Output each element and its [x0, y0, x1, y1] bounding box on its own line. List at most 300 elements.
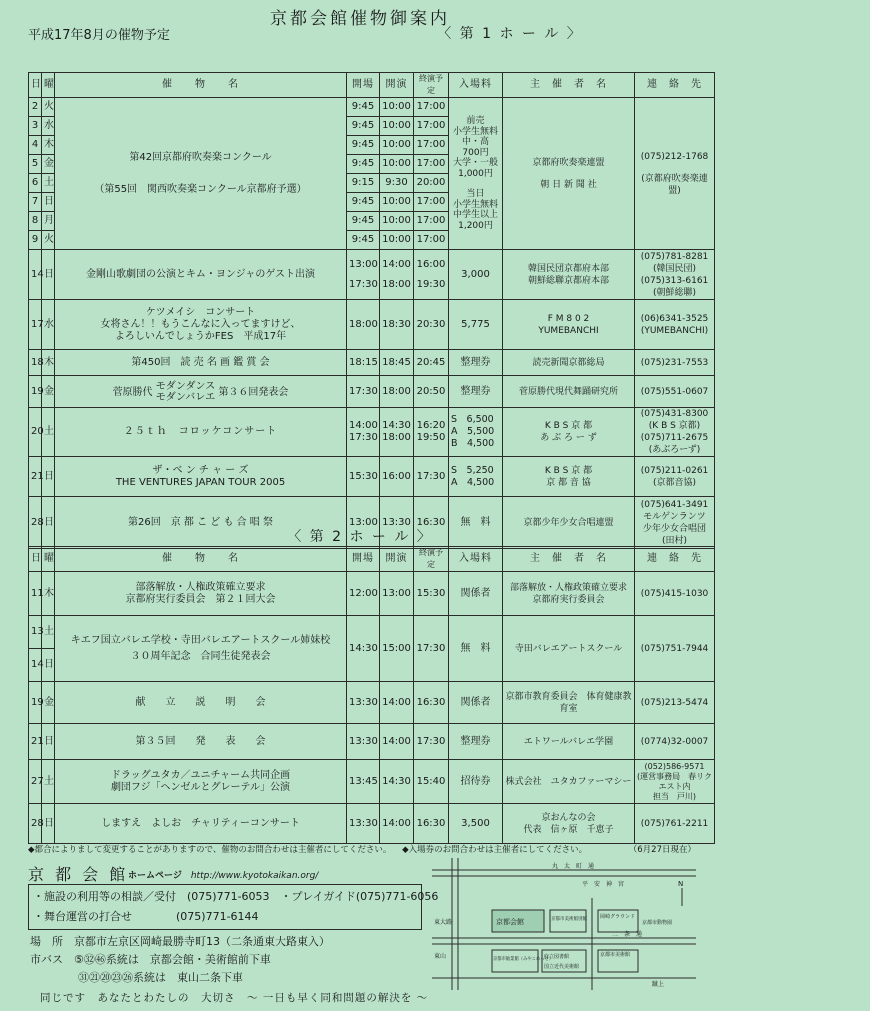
day: 6	[29, 174, 42, 193]
map-label: 京都市美術館	[600, 952, 631, 958]
event-title: 第26回 京 都 こ ど も 合 唱 祭	[55, 497, 347, 549]
end-time	[414, 250, 449, 300]
contact-line: (075)313-6161	[640, 275, 709, 286]
end-time: 16:30	[414, 682, 449, 724]
org-line: あ ぶ ろ ー ず	[540, 433, 597, 443]
time-line: 14:00	[382, 258, 411, 270]
day: 28	[29, 804, 42, 844]
weekday: 金	[42, 376, 55, 408]
open-time: 9:45	[347, 136, 380, 155]
weekday: 月	[42, 212, 55, 231]
event-line: 京都府実行委員会 第２１回大会	[125, 593, 276, 605]
weekday: 日	[42, 804, 55, 844]
map-label: 京都会館	[496, 918, 524, 926]
end-time: 17:30	[414, 616, 449, 682]
event-title	[55, 300, 347, 350]
table-row	[29, 457, 715, 497]
price-line: 小学生無料	[452, 126, 498, 137]
contact-line: モルゲンランツ	[643, 511, 706, 522]
start-time: 9:30	[380, 174, 414, 193]
price-line: 1,000円	[458, 168, 493, 179]
start-time: 14:00	[380, 804, 414, 844]
open-time: 9:45	[347, 155, 380, 174]
price-line: 700円	[462, 147, 489, 158]
organizer: 株式会社 ユタカファーマシー	[503, 760, 635, 804]
open-time: 9:45	[347, 193, 380, 212]
price: 3,500	[449, 804, 503, 844]
col-contact: 連 絡 先	[635, 547, 715, 572]
access-map	[432, 858, 696, 990]
event-line: モダンダンス	[155, 380, 216, 392]
price-line: A 5,500	[451, 426, 495, 437]
end-time: 17:00	[414, 117, 449, 136]
open-time: 9:15	[347, 174, 380, 193]
open-time: 9:45	[347, 231, 380, 250]
contact-line: (京都音協)	[652, 477, 697, 488]
end-time: 16:30	[414, 497, 449, 549]
end-time: 17:00	[414, 155, 449, 174]
col-event: 催 物 名	[55, 547, 347, 572]
table-row	[29, 98, 715, 117]
contact-line: (06)6341-3525	[640, 313, 709, 324]
event-line: 第42回京都府吹奏楽コンクール	[129, 151, 272, 163]
org-line: K B S 京 都	[544, 465, 593, 476]
org-line: 朝鮮総聯京都府本部	[527, 275, 609, 286]
price: 関係者	[449, 572, 503, 616]
organizer	[503, 250, 635, 300]
day: 18	[29, 350, 42, 376]
start-time: 18:45	[380, 350, 414, 376]
time-line: 16:00	[416, 258, 446, 270]
weekday: 水	[42, 117, 55, 136]
event-title	[55, 457, 347, 497]
organizer: 読売新聞京都総局	[503, 350, 635, 376]
price: 整理券	[449, 376, 503, 408]
table-row	[29, 760, 715, 804]
map-label: 国立近代美術館	[544, 964, 580, 970]
event-line: THE VENTURES JAPAN TOUR 2005	[115, 476, 286, 488]
start-time: 13:30	[380, 497, 414, 549]
contact-line: (朝鮮総聯)	[652, 287, 697, 298]
contact: (075)551-0607	[635, 376, 715, 408]
table-row	[29, 616, 715, 649]
contact-line: (075)212-1768	[640, 151, 709, 162]
org-line: YUMEBANCHI	[538, 325, 599, 336]
hall2-table	[28, 546, 715, 844]
event-title: ２５ｔｈ コロッケコンサート	[55, 408, 347, 457]
start-time	[380, 408, 414, 457]
open-time: 12:00	[347, 572, 380, 616]
hall1-table	[28, 72, 715, 549]
end-time: 17:00	[414, 193, 449, 212]
price-line: 中学生以上	[452, 210, 498, 220]
day: 11	[29, 572, 42, 616]
contact-line: 担当 戸川)	[652, 791, 697, 801]
map-label: 府立図書館	[544, 954, 570, 960]
hall-name: 京 都 会 館	[28, 865, 129, 884]
price-line: 当日	[466, 189, 485, 199]
day: 17	[29, 300, 42, 350]
end-time: 17:00	[414, 212, 449, 231]
start-time: 10:00	[380, 231, 414, 250]
event-title: 第３５回 発 表 会	[55, 724, 347, 760]
note-change: ◆都合によりまして変更することがありますので、催物のお問合わせは主催者にしてください。	[28, 845, 392, 855]
price-line: B 4,500	[451, 438, 495, 449]
price-line: 大学・一般	[452, 158, 498, 168]
organizer	[503, 457, 635, 497]
contact-line: (YUMEBANCHI)	[640, 325, 709, 336]
day: 20	[29, 408, 42, 457]
time-line: 17:30	[349, 278, 378, 290]
map-label: 東大路	[434, 919, 453, 926]
weekday: 金	[42, 682, 55, 724]
table-row	[29, 682, 715, 724]
open-time: 13:30	[347, 724, 380, 760]
event-line: よろしいんでしょうかFES 平成17年	[114, 330, 287, 342]
contact: (075)415-1030	[635, 572, 715, 616]
contact: (0774)32-0007	[635, 724, 715, 760]
event-title: 金剛山歌劇団の公演とキム・ヨンジャのゲスト出演	[55, 250, 347, 300]
price	[449, 408, 503, 457]
map-label: 京都市動物園	[642, 920, 673, 926]
start-time: 18:30	[380, 300, 414, 350]
price-line: 小学生無料	[452, 199, 498, 210]
open-time: 9:45	[347, 117, 380, 136]
day: 5	[29, 155, 42, 174]
open-time: 13:30	[347, 804, 380, 844]
table-row	[29, 300, 715, 350]
contact-line: (075)711-2675	[640, 433, 709, 443]
contact	[635, 760, 715, 804]
map-label: 蹴上	[652, 981, 665, 988]
contact	[635, 457, 715, 497]
col-start: 開演	[380, 73, 414, 98]
organizer: 京都少年少女合唱連盟	[503, 497, 635, 549]
contact-line: (あぶろーず)	[648, 445, 701, 455]
day: 28	[29, 497, 42, 549]
day: 3	[29, 117, 42, 136]
map-label: 二 条 通	[612, 931, 643, 938]
price: 無 料	[449, 616, 503, 682]
org-line: K B S 京 都	[544, 421, 593, 431]
day: 8	[29, 212, 42, 231]
weekday: 日	[42, 724, 55, 760]
start-time: 16:00	[380, 457, 414, 497]
time-line: 17:30	[349, 432, 378, 443]
event-line: ３０周年記念 合同生徒発表会	[130, 650, 271, 662]
contact: (075)761-2211	[635, 804, 715, 844]
day: 2	[29, 98, 42, 117]
col-price: 入場料	[449, 547, 503, 572]
day: 21	[29, 724, 42, 760]
contact-line: (052)586-9571	[644, 761, 705, 771]
open-time: 15:30	[347, 457, 380, 497]
end-time: 20:30	[414, 300, 449, 350]
hall1-heading: 〈 第 1 ホ ー ル 〉	[437, 26, 583, 42]
end-time: 17:00	[414, 98, 449, 117]
price: 整理券	[449, 350, 503, 376]
day: 4	[29, 136, 42, 155]
end-time: 20:45	[414, 350, 449, 376]
open-time: 14:30	[347, 616, 380, 682]
weekday: 金	[42, 155, 55, 174]
weekday: 木	[42, 350, 55, 376]
map-label: 東山	[434, 953, 447, 960]
end-time: 17:30	[414, 724, 449, 760]
day: 14	[29, 649, 42, 682]
weekday: 水	[42, 300, 55, 350]
weekday: 土	[42, 408, 55, 457]
open-time: 18:15	[347, 350, 380, 376]
page-title: 京都会館催物御案内	[270, 9, 450, 29]
col-open: 開場	[347, 547, 380, 572]
table-row	[29, 376, 715, 408]
start-time: 14:30	[380, 760, 414, 804]
weekday: 土	[42, 174, 55, 193]
weekday: 土	[42, 616, 55, 649]
contact: (075)231-7553	[635, 350, 715, 376]
contact	[635, 408, 715, 457]
price-line: A 4,500	[451, 476, 495, 488]
time-line: 19:30	[416, 278, 446, 290]
organizer	[503, 804, 635, 844]
day: 9	[29, 231, 42, 250]
weekday: 木	[42, 572, 55, 616]
day: 14	[29, 250, 42, 300]
contact-line-1: ・施設の利用等の相談／受付 (075)771-6053 ・プレイガイド(075)771-6056	[33, 890, 439, 903]
event-title	[55, 760, 347, 804]
event-title: 第450回 読 売 名 画 鑑 賞 会	[55, 350, 347, 376]
open-time: 13:45	[347, 760, 380, 804]
homepage	[128, 868, 318, 881]
page-subtitle: 平成17年8月の催物予定	[28, 28, 170, 43]
organizer	[503, 98, 635, 250]
map-label: 丸 太 町 通	[552, 863, 595, 870]
org-line: 部落解放・人権政策確立要求	[509, 582, 627, 593]
open-time: 17:30	[347, 376, 380, 408]
event-line: 劇団フジ「ヘンゼルとグレーテル」公演	[110, 781, 291, 793]
end-time: 17:00	[414, 231, 449, 250]
price: 5,775	[449, 300, 503, 350]
end-time: 17:30	[414, 457, 449, 497]
price	[449, 98, 503, 250]
start-time: 10:00	[380, 212, 414, 231]
col-end: 終演予定	[414, 73, 449, 98]
open-time: 9:45	[347, 212, 380, 231]
org-line: 京都府実行委員会	[532, 594, 605, 605]
open-time: 13:00	[347, 497, 380, 549]
price: 整理券	[449, 724, 503, 760]
contact: (075)751-7944	[635, 616, 715, 682]
weekday: 火	[42, 231, 55, 250]
org-line: F M 8 0 2	[547, 313, 590, 324]
organizer	[503, 300, 635, 350]
col-weekday: 曜	[42, 73, 55, 98]
organizer: エトワールバレエ学園	[503, 724, 635, 760]
contact-line: (075)781-8281	[640, 251, 709, 262]
start-time	[380, 250, 414, 300]
organizer: 菅原勝代現代舞踊研究所	[503, 376, 635, 408]
price-line: 1,200円	[458, 220, 493, 231]
day: 21	[29, 457, 42, 497]
day: 13	[29, 616, 42, 649]
header-row	[29, 73, 715, 98]
start-time: 15:00	[380, 616, 414, 682]
weekday: 日	[42, 250, 55, 300]
contact	[635, 250, 715, 300]
event-line: モダンバレエ	[155, 391, 216, 403]
price-line: S 6,500	[451, 414, 494, 425]
weekday: 木	[42, 136, 55, 155]
open-time: 18:00	[347, 300, 380, 350]
event-title	[55, 98, 347, 250]
open-time: 9:45	[347, 98, 380, 117]
time-line: 14:30	[382, 420, 411, 431]
note-ticket: ◆入場券のお問合わせは主催者にしてください。	[402, 845, 588, 855]
weekday: 日	[42, 649, 55, 682]
table-row	[29, 804, 715, 844]
start-time: 14:00	[380, 682, 414, 724]
event-line: 女将さん！！もうこんなに入ってますけど、	[100, 318, 301, 330]
address: 場 所 京都市左京区岡崎最勝寺町13（二条通東大路東入）	[30, 935, 330, 948]
end-time: 20:00	[414, 174, 449, 193]
time-line: 16:20	[416, 420, 446, 431]
price: 3,000	[449, 250, 503, 300]
open-time	[347, 408, 380, 457]
table-row	[29, 724, 715, 760]
table-row	[29, 250, 715, 300]
notes	[28, 843, 696, 855]
event-line: ケツメイシ コンサート	[145, 306, 256, 318]
end-time: 15:40	[414, 760, 449, 804]
end-time: 16:30	[414, 804, 449, 844]
map-label: 京都市美術館別館	[551, 917, 587, 922]
day: 19	[29, 682, 42, 724]
time-line: 19:50	[416, 432, 446, 443]
weekday: 火	[42, 98, 55, 117]
start-time: 10:00	[380, 155, 414, 174]
col-contact: 連 絡 先	[635, 73, 715, 98]
event-line: （第55回 関西吹奏楽コンクール京都府予選）	[94, 183, 307, 195]
price: 関係者	[449, 682, 503, 724]
start-time: 14:00	[380, 724, 414, 760]
weekday: 日	[42, 193, 55, 212]
contact-line-2: ・舞台運営の打合せ (075)771-6144	[33, 910, 259, 923]
event-title	[55, 376, 347, 408]
col-day: 日	[29, 73, 42, 98]
col-end: 終演予定	[414, 547, 449, 572]
contact	[635, 98, 715, 250]
weekday: 日	[42, 497, 55, 549]
hp-url[interactable]: http://www.kyotokaikan.org/	[190, 871, 319, 881]
col-price: 入場料	[449, 73, 503, 98]
end-time	[414, 408, 449, 457]
contact-line: (京都府吹奏楽連盟)	[641, 173, 708, 196]
motto: 同じです あなたとわたしの 大切さ ～ 一日も早く同和問題の解決を ～	[40, 992, 429, 1004]
table-row	[29, 572, 715, 616]
start-time: 10:00	[380, 136, 414, 155]
contact-line: (運営事務局 春リクエスト内	[637, 771, 712, 791]
org-line: 京おんなの会	[541, 812, 596, 823]
price-line: 中・高	[461, 137, 489, 147]
table-row	[29, 350, 715, 376]
end-time: 20:50	[414, 376, 449, 408]
col-weekday: 曜	[42, 547, 55, 572]
price-line: 前売	[466, 116, 485, 126]
org-line: 京 都 音 協	[546, 477, 591, 488]
start-time: 10:00	[380, 98, 414, 117]
event-title	[55, 616, 347, 682]
note-date: （6月27日現在）	[628, 845, 696, 855]
event-title: 献 立 説 明 会	[55, 682, 347, 724]
org-line: 韓国民団京都府本部	[527, 263, 609, 274]
contact-line: (田村)	[661, 535, 688, 546]
col-org: 主 催 者 名	[503, 73, 635, 98]
contact-box	[28, 884, 439, 930]
day: 7	[29, 193, 42, 212]
organizer	[503, 572, 635, 616]
weekday: 土	[42, 760, 55, 804]
event-line: 部落解放・人権政策確立要求	[135, 581, 266, 593]
map-label: 京都市勧業館（みやこめっせ）	[493, 957, 554, 962]
time-line: 14:00	[349, 420, 378, 431]
event-line: ドラッグユタカ／ユニチャーム共同企画	[110, 769, 291, 781]
header-row	[29, 547, 715, 572]
contact	[635, 300, 715, 350]
price: 招待券	[449, 760, 503, 804]
bus-info-1: 市バス ⑤㉜㊻系統は 京都会館・美術館前下車	[30, 953, 271, 966]
contact: (075)213-5474	[635, 682, 715, 724]
col-day: 日	[29, 547, 42, 572]
contact-line: (韓国民団)	[652, 263, 697, 274]
start-time: 10:00	[380, 117, 414, 136]
bus-info-2: ㉛㉑⑳㉓㉖系統は 東山二条下車	[78, 971, 243, 984]
day: 19	[29, 376, 42, 408]
org-line: 京都府吹奏楽連盟	[532, 157, 605, 168]
col-open: 開場	[347, 73, 380, 98]
price: 無 料	[449, 497, 503, 549]
start-time: 18:00	[380, 376, 414, 408]
table-row	[29, 408, 715, 457]
contact-line: (075)211-0261	[640, 465, 709, 476]
col-event: 催 物 名	[55, 73, 347, 98]
event-line: キエフ国立バレエ学校・寺田バレエアートスクール姉妹校	[70, 634, 331, 646]
organizer: 寺田バレエアートスクール	[503, 616, 635, 682]
contact-line: 少年少女合唱団	[642, 523, 706, 534]
start-time: 13:00	[380, 572, 414, 616]
contact-line: (K B S 京都)	[648, 421, 701, 431]
time-line: 18:00	[382, 432, 411, 443]
contact-line: (075)641-3491	[640, 499, 709, 510]
open-time: 13:30	[347, 682, 380, 724]
org-line: 代表 信ヶ原 千恵子	[523, 824, 614, 835]
north-label: N	[678, 880, 684, 888]
open-time	[347, 250, 380, 300]
event-line: 第３６回発表会	[218, 386, 289, 398]
end-time: 17:00	[414, 136, 449, 155]
contact-line: (075)431-8300	[640, 409, 709, 419]
price	[449, 457, 503, 497]
organizer: 京都市教育委員会 体育健康教育室	[503, 682, 635, 724]
weekday: 日	[42, 457, 55, 497]
event-line: ザ・ベ ン チ ャ ー ズ	[152, 464, 249, 476]
time-line: 18:00	[382, 278, 411, 290]
map-label: 岡崎グラウンド	[600, 914, 636, 920]
col-start: 開演	[380, 547, 414, 572]
org-line: 朝 日 新 聞 社	[540, 179, 597, 190]
hall2-heading: 〈 第 2 ホ ー ル 〉	[287, 529, 433, 545]
start-time: 10:00	[380, 193, 414, 212]
